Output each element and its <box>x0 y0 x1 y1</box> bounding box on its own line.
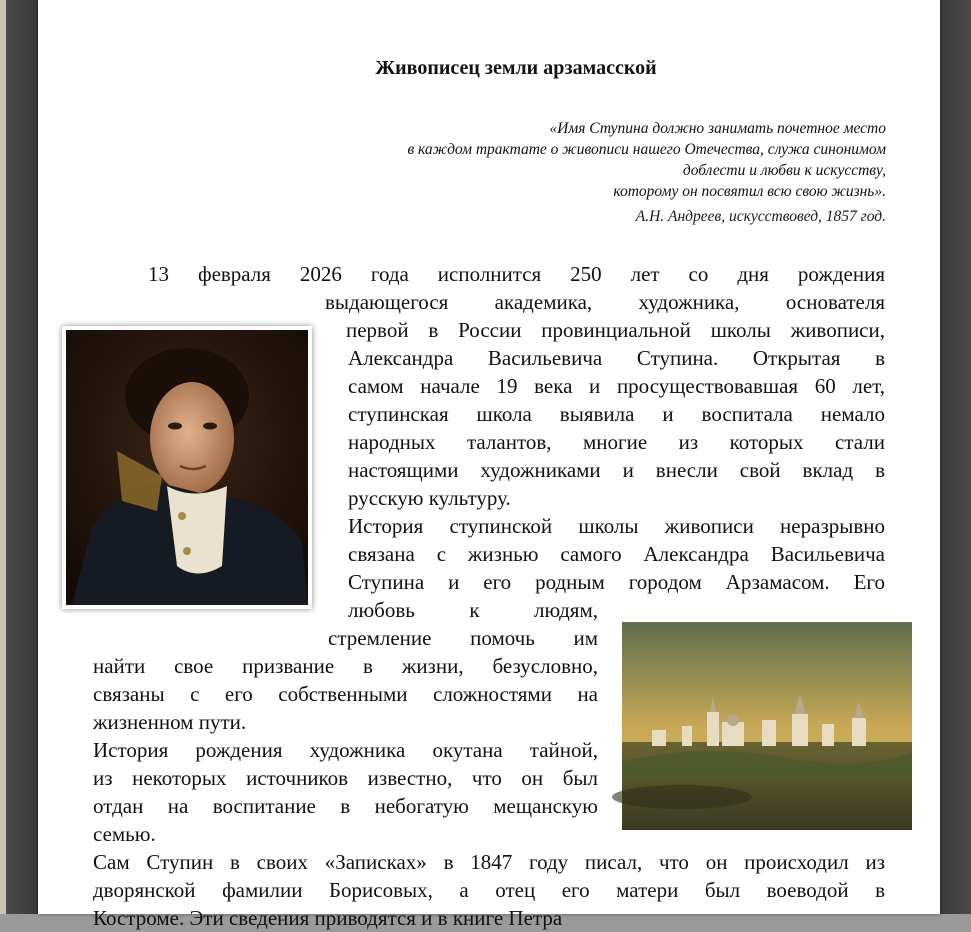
epigraph <box>286 118 886 202</box>
body-line-22: Сам Ступин в своих «Записках» в 1847 году писал, что он происходил из <box>93 850 885 874</box>
body-line-4: Александра Васильевича Ступина. Открытая в <box>348 346 885 370</box>
body-line-23: дворянской фамилии Борисовых, а отец его матери был воеводой в <box>93 878 885 902</box>
body-line-9: русскую культуру. <box>348 486 511 510</box>
body-line-6: ступинская школа выявила и воспитала немало <box>348 402 885 426</box>
body-line-11: связана с жизнью самого Александра Васильевича <box>348 542 885 566</box>
body-line-2: выдающегося академика, художника, основателя <box>325 290 885 314</box>
body-line-18: История рождения художника окутана тайной, <box>93 738 598 762</box>
body-line-5: самом начале 19 века и просуществовавшая 60 лет, <box>348 374 885 398</box>
body-line-20: отдан на воспитание в небогатую мещанскую <box>93 794 598 818</box>
epigraph-line: которому он посвятил всю свою жизнь». <box>613 183 886 200</box>
body-line-15: найти свое призвание в жизни, безусловно, <box>93 654 598 678</box>
epigraph-line: доблести и любви к искусству, <box>682 162 886 179</box>
body-line-21: семью. <box>93 822 156 846</box>
portrait-image <box>62 326 312 609</box>
body-line-14: стремление помочь им <box>328 626 598 650</box>
body-line-8: настоящими художниками и внесли свой вклад в <box>348 458 885 482</box>
arzamas-landscape-image <box>622 622 912 830</box>
left-window-border <box>0 0 38 914</box>
article-title: Живописец земли арзамасской <box>375 57 657 79</box>
epigraph-line: в каждом трактате о живописи нашего Отечества, служа синонимом <box>407 141 886 158</box>
body-line-10: История ступинской школы живописи неразрывно <box>348 514 885 538</box>
body-line-19: из некоторых источников известно, что он был <box>93 766 598 790</box>
body-line-1: 13 февраля 2026 года исполнится 250 лет со дня рождения <box>148 262 885 286</box>
body-line-13: любовь к людям, <box>348 598 598 622</box>
body-line-17: жизненном пути. <box>93 710 247 734</box>
body-line-12: Ступина и его родным городом Арзамасом. Его <box>348 570 885 594</box>
document-page <box>38 0 940 930</box>
epigraph-attribution: А.Н. Андреев, искусствовед, 1857 год. <box>635 208 886 225</box>
body-line-3: первой в России провинциальной школы живописи, <box>346 318 885 342</box>
right-scrollbar-area[interactable] <box>940 0 971 914</box>
body-line-24: Костроме. Эти сведения приводятся и в книге Петра <box>93 906 563 930</box>
epigraph-line: «Имя Ступина должно занимать почетное место <box>549 120 886 137</box>
body-line-7: народных талантов, многие из которых стали <box>348 430 885 454</box>
body-line-16: связаны с его собственными сложностями на <box>93 682 598 706</box>
